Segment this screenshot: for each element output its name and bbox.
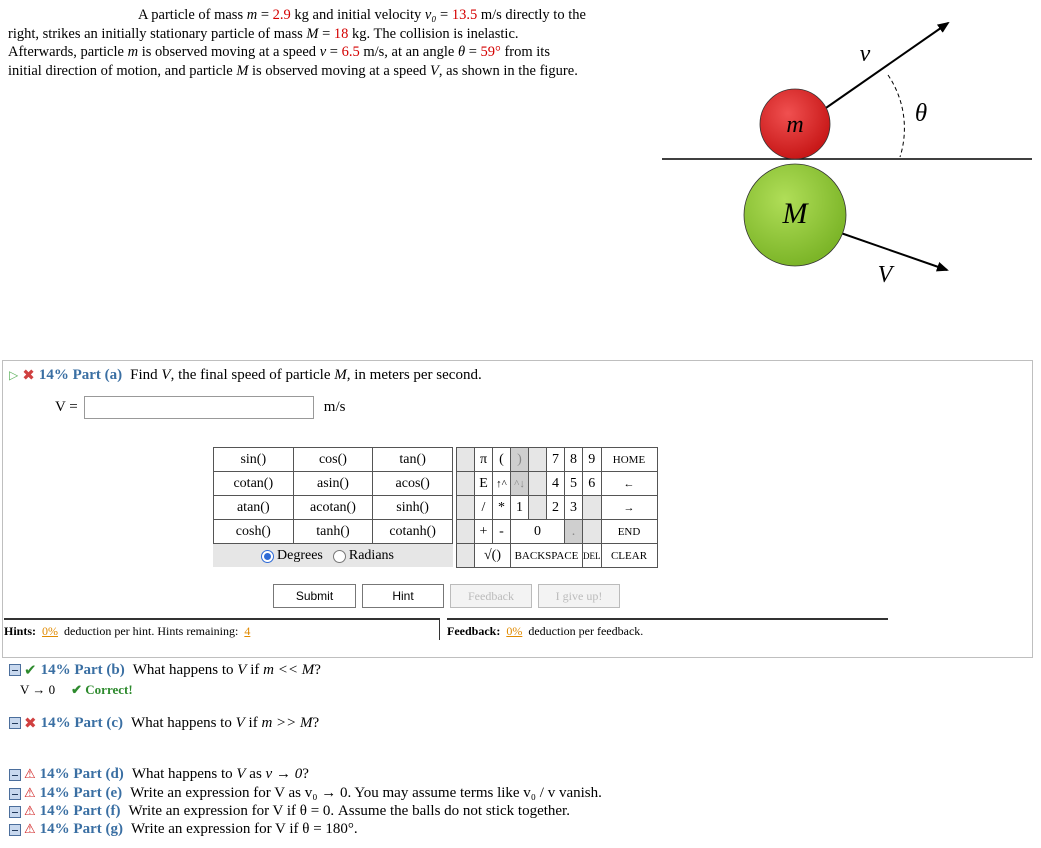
problem-text: kg and initial velocity	[294, 7, 422, 23]
calc-key-multiply[interactable]: *	[493, 496, 511, 520]
calc-key-backspace[interactable]: BACKSPACE	[511, 544, 583, 568]
give-up-button[interactable]: I give up!	[538, 584, 620, 608]
question-text: What happens to	[132, 661, 234, 678]
calc-key-divide[interactable]: /	[475, 496, 493, 520]
question-text: Find	[130, 366, 158, 383]
calc-blank	[457, 496, 475, 520]
calculator-keypad	[456, 447, 658, 568]
question-text: if	[248, 714, 258, 731]
question-text: Write an expression for V if θ = 180°.	[130, 821, 358, 837]
degrees-label: Degrees	[277, 548, 323, 563]
expand-arrow-icon[interactable]: ▷	[9, 368, 19, 382]
collapse-icon[interactable]	[9, 717, 21, 729]
question-var: V	[236, 766, 246, 782]
submit-button[interactable]: Submit	[273, 584, 356, 608]
calc-key-sqrt[interactable]: √()	[475, 544, 511, 568]
mass-M-value: 18	[333, 25, 349, 42]
equals-sign: =	[440, 7, 449, 23]
part-g-label: 14% Part (g)	[39, 821, 123, 837]
calc-blank	[457, 544, 475, 568]
problem-text: is observed moving at a speed	[252, 62, 427, 79]
calc-key-del[interactable]: DEL	[583, 544, 602, 568]
problem-text: , as shown in the figure.	[438, 62, 578, 79]
incorrect-icon: ✖	[24, 714, 37, 732]
calc-key-minus[interactable]: -	[493, 520, 511, 544]
part-a-label: 14% Part (a)	[38, 366, 123, 383]
label-theta: θ	[914, 100, 928, 127]
V-arrow	[838, 232, 947, 270]
question-text: Write an expression for V if θ = 0. Assume the balls do not stick together.	[128, 803, 570, 819]
question-var: V	[161, 366, 171, 383]
warning-icon: ⚠	[24, 822, 36, 837]
calc-blank	[583, 496, 602, 520]
calc-key-pi[interactable]: π	[475, 448, 493, 472]
calc-key-7[interactable]: 7	[547, 448, 565, 472]
mass-m-symbol: m	[246, 7, 258, 23]
answer-row	[55, 396, 345, 419]
problem-text: kg. The collision is inelastic.	[352, 25, 519, 42]
calc-key-3[interactable]: 3	[565, 496, 583, 520]
feedback-text: deduction per feedback.	[528, 624, 644, 638]
question-text: , in meters per second.	[346, 366, 482, 383]
part-d-label: 14% Part (d)	[39, 766, 124, 782]
angle-mode-row	[213, 544, 453, 568]
calc-key-2[interactable]: 2	[547, 496, 565, 520]
angle-arc	[888, 75, 904, 157]
warning-icon: ⚠	[24, 786, 36, 801]
V-symbol: V	[430, 62, 439, 79]
calc-key-1[interactable]: 1	[511, 496, 529, 520]
question-text: Write an expression for V as v₀ → 0. You may assume terms like v₀ / v vanish.	[130, 785, 602, 801]
calc-key-6[interactable]: 6	[583, 472, 602, 496]
collapse-icon[interactable]	[9, 806, 21, 818]
part-b-answer-text: V → 0	[20, 682, 56, 697]
question-condition: m << M	[263, 661, 315, 678]
problem-text: initial direction of motion, and particle	[8, 62, 233, 79]
collapse-icon[interactable]	[9, 664, 21, 676]
problem-text: is observed moving at a speed	[141, 44, 317, 60]
question-var: V	[237, 661, 247, 678]
warning-icon: ⚠	[24, 804, 36, 819]
theta-value: 59°	[480, 44, 501, 60]
calc-key-e[interactable]: E	[475, 472, 493, 496]
label-v: v	[859, 41, 871, 67]
calc-key-dot[interactable]: .	[565, 520, 583, 544]
calc-key-clear[interactable]: CLEAR	[601, 544, 657, 568]
calc-blank	[529, 472, 547, 496]
v0-value: 13.5	[451, 7, 478, 23]
mass-M-symbol: M	[236, 62, 249, 79]
mass-M-symbol: M	[306, 25, 319, 42]
calc-key-right[interactable]: →	[601, 496, 657, 520]
hints-pct: 0%	[42, 624, 59, 638]
degrees-radio[interactable]	[261, 550, 274, 563]
calc-key-sin[interactable]: sin()	[214, 448, 294, 472]
calc-key-tanh[interactable]: tanh()	[293, 520, 373, 544]
calc-key-acotan[interactable]: acotan()	[293, 496, 373, 520]
question-text: , the final speed of particle	[170, 366, 331, 383]
answer-label: V =	[55, 399, 78, 415]
calc-key-cotan[interactable]: cotan()	[214, 472, 294, 496]
part-c-header[interactable]	[9, 714, 319, 732]
problem-text: right, strikes an initially stationary particle of mass	[8, 25, 303, 42]
radians-radio[interactable]	[333, 550, 346, 563]
calc-blank	[583, 520, 602, 544]
label-V: V	[877, 262, 893, 288]
calc-key-acos[interactable]: acos()	[373, 472, 453, 496]
hints-remaining: 4	[244, 624, 251, 638]
problem-text: from its	[504, 44, 550, 60]
calc-key-plus[interactable]: +	[475, 520, 493, 544]
problem-text: A particle of mass	[138, 7, 244, 23]
part-g-header[interactable]	[9, 821, 358, 838]
label-m: m	[786, 112, 804, 138]
collision-figure	[655, 10, 1035, 290]
equals-sign: =	[468, 44, 477, 60]
problem-text: m/s, at an angle	[363, 44, 455, 60]
calculator-functions	[213, 447, 453, 567]
question-text: What happens to	[131, 714, 232, 731]
calc-key-cos[interactable]: cos()	[293, 448, 373, 472]
part-a-header[interactable]	[9, 366, 482, 384]
part-b-header[interactable]	[9, 661, 321, 679]
problem-statement	[8, 6, 658, 80]
part-b-label: 14% Part (b)	[40, 661, 125, 678]
calc-blank	[457, 472, 475, 496]
part-e-label: 14% Part (e)	[39, 785, 123, 801]
question-var: V	[235, 714, 245, 731]
radians-label: Radians	[348, 548, 394, 563]
part-d-header[interactable]	[9, 766, 309, 783]
calc-key-cotanh[interactable]: cotanh()	[373, 520, 453, 544]
calc-key-sinh[interactable]: sinh()	[373, 496, 453, 520]
question-condition: m >> M	[261, 714, 313, 731]
calc-key-0[interactable]: 0	[511, 520, 565, 544]
answer-input[interactable]	[84, 396, 314, 419]
hints-box	[4, 618, 440, 640]
calc-key-up[interactable]: ↑^	[493, 472, 511, 496]
calc-key-tan[interactable]: tan()	[373, 448, 453, 472]
question-text: What happens to	[131, 766, 233, 782]
question-text: ?	[312, 714, 320, 731]
question-text: as	[249, 766, 262, 782]
calc-blank	[457, 520, 475, 544]
calc-key-rparen[interactable]: )	[511, 448, 529, 472]
problem-text: m/s directly to the	[480, 7, 586, 23]
hints-label: Hints:	[4, 624, 37, 638]
calc-blank	[529, 448, 547, 472]
part-c-label: 14% Part (c)	[40, 714, 124, 731]
equals-sign: =	[329, 44, 338, 60]
mass-m-symbol: m	[127, 44, 139, 60]
v0-symbol: v₀	[424, 7, 437, 23]
feedback-button[interactable]: Feedback	[450, 584, 532, 608]
label-M: M	[782, 197, 808, 230]
v-symbol: v	[319, 44, 327, 60]
v-arrow	[823, 23, 948, 110]
calc-key-home[interactable]: HOME	[601, 448, 657, 472]
correct-check-icon: ✔	[24, 661, 37, 679]
question-condition: v → 0	[265, 766, 303, 782]
part-b-answer	[20, 682, 133, 698]
calc-blank	[457, 448, 475, 472]
collapse-icon[interactable]	[9, 788, 21, 800]
collapse-icon[interactable]	[9, 769, 21, 781]
calc-key-end[interactable]: END	[601, 520, 657, 544]
part-f-label: 14% Part (f)	[39, 803, 121, 819]
correct-status: ✔ Correct!	[71, 682, 133, 697]
collapse-icon[interactable]	[9, 824, 21, 836]
calc-key-8[interactable]: 8	[565, 448, 583, 472]
calc-key-atan[interactable]: atan()	[214, 496, 294, 520]
question-text: ?	[302, 766, 309, 782]
calc-key-lparen[interactable]: (	[493, 448, 511, 472]
hint-button[interactable]: Hint	[362, 584, 444, 608]
calc-key-5[interactable]: 5	[565, 472, 583, 496]
calc-key-4[interactable]: 4	[547, 472, 565, 496]
mass-m-value: 2.9	[272, 7, 291, 23]
feedback-box	[447, 618, 888, 640]
warning-icon: ⚠	[24, 767, 36, 782]
incorrect-icon: ✖	[22, 366, 35, 384]
calc-key-cosh[interactable]: cosh()	[214, 520, 294, 544]
question-text: if	[250, 661, 260, 678]
calc-blank	[529, 496, 547, 520]
calc-key-updown[interactable]: ^↓	[511, 472, 529, 496]
calc-key-left[interactable]: ←	[601, 472, 657, 496]
unit-label: m/s	[323, 399, 346, 415]
calc-key-asin[interactable]: asin()	[293, 472, 373, 496]
equals-sign: =	[260, 7, 270, 23]
part-e-header[interactable]	[9, 785, 602, 802]
calc-key-9[interactable]: 9	[583, 448, 602, 472]
theta-symbol: θ	[457, 44, 466, 60]
question-text: ?	[314, 661, 321, 678]
feedback-pct: 0%	[506, 624, 523, 638]
part-f-header[interactable]	[9, 803, 570, 820]
v-value: 6.5	[341, 44, 360, 60]
question-var: M	[334, 366, 347, 383]
equals-sign: =	[322, 25, 331, 42]
feedback-label: Feedback:	[447, 624, 501, 638]
hints-text: deduction per hint. Hints remaining:	[64, 624, 239, 638]
problem-text: Afterwards, particle	[8, 44, 124, 60]
